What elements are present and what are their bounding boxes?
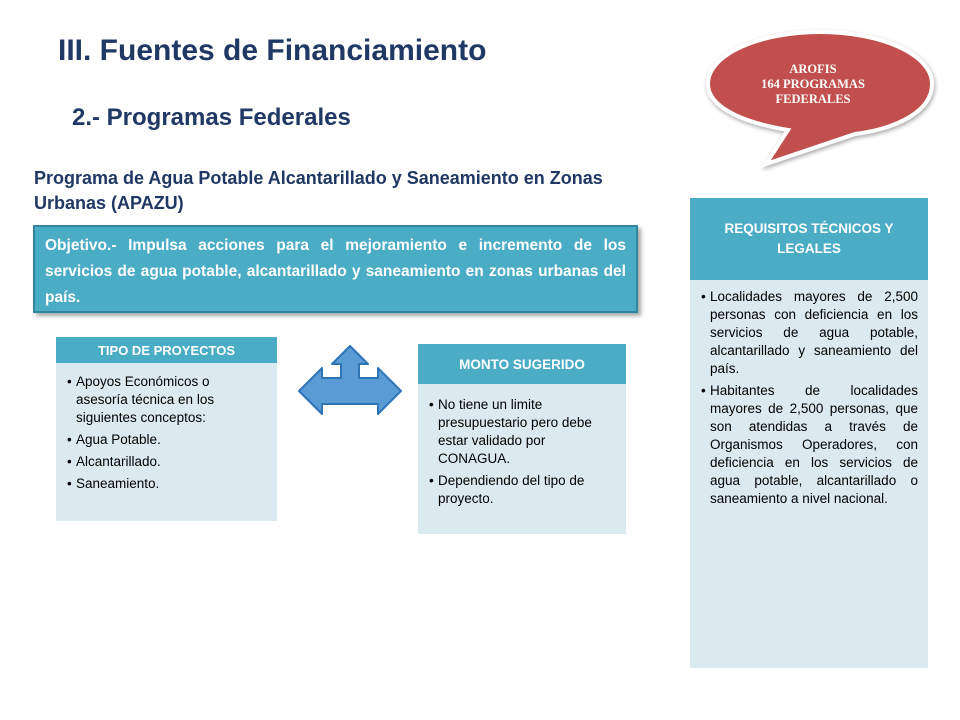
callout-line-1: AROFIS bbox=[789, 62, 837, 76]
slide-title: III. Fuentes de Financiamiento bbox=[58, 34, 487, 67]
tipo-proyectos-card bbox=[56, 337, 277, 521]
monto-sugerido-card bbox=[418, 344, 626, 534]
callout-line-2: 164 PROGRAMAS bbox=[761, 77, 865, 91]
requisitos-list bbox=[690, 280, 928, 508]
list-item: • Habitantes de localidades mayores de 2,500 personas, que son atendidas a través de Organismos Operadores, con deficiencia en los servicios de agua potable, alcantarillado o saneamiento a nivel nacional. bbox=[710, 382, 918, 508]
monto-sugerido-header: MONTO SUGERIDO bbox=[418, 344, 626, 384]
tipo-proyectos-list bbox=[56, 363, 277, 493]
tipo-proyectos-header: TIPO DE PROYECTOS bbox=[56, 337, 277, 363]
list-item: • No tiene un limite presupuestario pero debe estar validado por CONAGUA. bbox=[438, 396, 614, 468]
list-item: • Agua Potable. bbox=[76, 431, 265, 449]
list-item: • Dependiendo del tipo de proyecto. bbox=[438, 472, 614, 508]
three-way-arrow-icon bbox=[296, 344, 404, 430]
list-item: • Apoyos Económicos o asesoría técnica en los siguientes conceptos: bbox=[76, 373, 265, 427]
list-item: • Localidades mayores de 2,500 personas con deficiencia en los servicios de agua potable, alcantarillado y saneamiento del país. bbox=[710, 288, 918, 378]
requisitos-card bbox=[690, 198, 928, 668]
program-title: Programa de Agua Potable Alcantarillado y Saneamiento en Zonas Urbanas (APAZU) bbox=[34, 168, 603, 213]
monto-sugerido-list bbox=[418, 384, 626, 508]
requisitos-header: REQUISITOS TÉCNICOS Y LEGALES bbox=[690, 198, 928, 280]
list-item: • Saneamiento. bbox=[76, 475, 265, 493]
list-item: • Alcantarillado. bbox=[76, 453, 265, 471]
objective-box bbox=[33, 225, 638, 313]
callout-text bbox=[718, 62, 908, 107]
slide-subtitle: 2.- Programas Federales bbox=[72, 104, 351, 131]
objective-text: Objetivo.- Impulsa acciones para el mejoramiento e incremento de los servicios de agua potable, alcantarillado y saneamiento en zonas urbanas del país. bbox=[45, 237, 626, 306]
callout-line-3: FEDERALES bbox=[775, 92, 851, 106]
